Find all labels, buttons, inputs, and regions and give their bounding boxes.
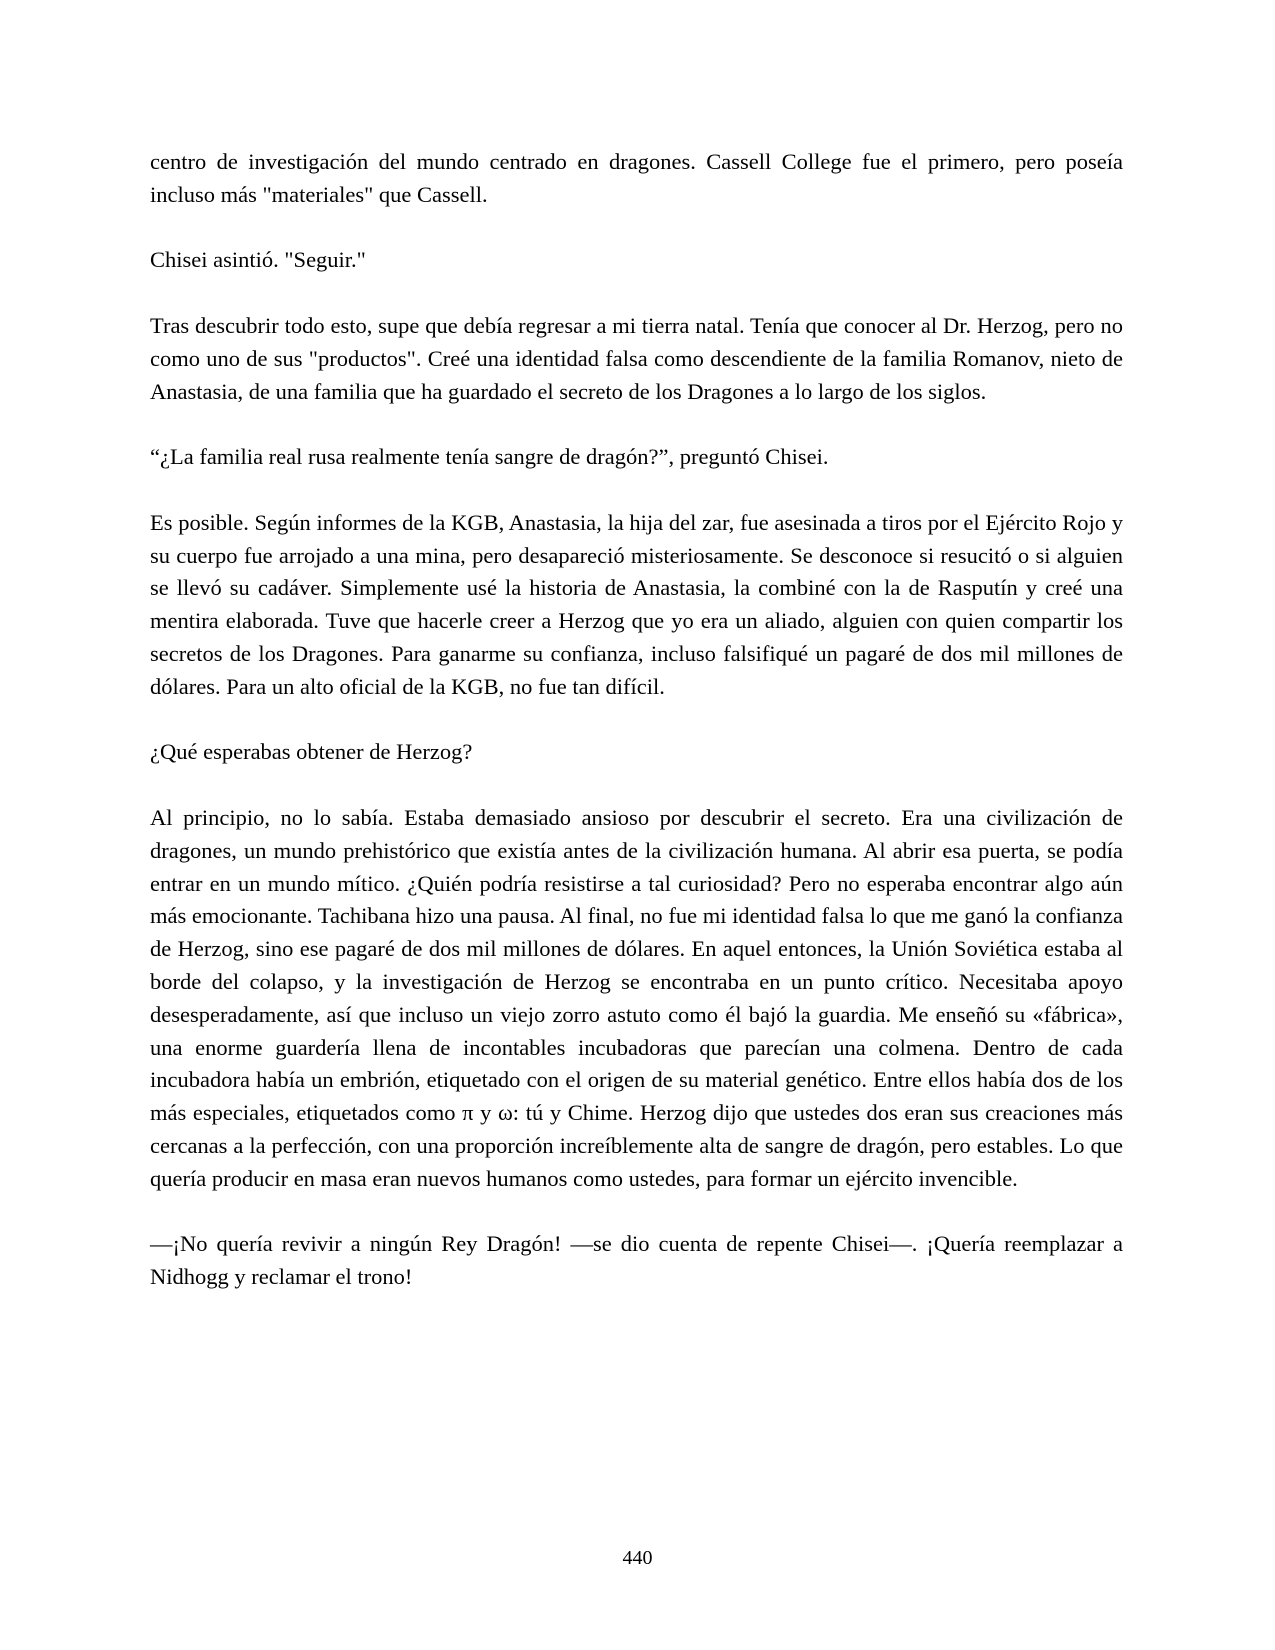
body-text (150, 146, 1123, 1327)
paragraph-continuation: centro de investigación del mundo centrado en dragones. Cassell College fue el primero, pero poseía incluso más "materiales" que Cassell. (150, 149, 1123, 207)
page-number: 440 (622, 1547, 653, 1569)
paragraph-false-identity: Tras descubrir todo esto, supe que debía regresar a mi tierra natal. Tenía que conocer al Dr. Herzog, pero no como uno de sus "productos". Creé una identidad falsa como descendiente de la familia Romanov, nieto de Anastasia, de una familia que ha guardado el secreto de los Dragones a lo largo de los siglos. (150, 312, 1123, 404)
paragraph-royal-blood-question: “¿La familia real rusa realmente tenía sangre de dragón?”, preguntó Chisei. (150, 444, 829, 470)
paragraph-chisei-nod: Chisei asintió. "Seguir." (150, 247, 366, 273)
paragraph-herzog-question: ¿Qué esperabas obtener de Herzog? (150, 739, 473, 765)
paragraph-factory-revelation: Al principio, no lo sabía. Estaba demasiado ansioso por descubrir el secreto. Era una civilización de dragones, un mundo prehistórico que existía antes de la civilización humana. Al abrir esa puerta, se podía entrar en un mundo mítico. ¿Quién podría resistirse a tal curiosidad? Pero no esperaba encontrar algo aún más emocionante. Tachibana hizo una pausa. Al final, no fue mi identidad falsa lo que me ganó la confianza de Herzog, sino ese pagaré de dos mil millones de dólares. En aquel entonces, la Unión Soviética estaba al borde del colapso, y la investigación de Herzog se encontraba en un punto crítico. Necesitaba apoyo desesperadamente, así que incluso un viejo zorro astuto como él bajó la guardia. Me enseñó su «fábrica», una enorme guardería llena de incontables incubadoras que parecían una colmena. Dentro de cada incubadora había un embrión, etiquetado con el origen de su material genético. Entre ellos había dos de los más especiales, etiquetados como π y ω: tú y Chime. Herzog dijo que ustedes dos eran sus creaciones más cercanas a la perfección, con una proporción increíblemente alta de sangre de dragón, pero estables. Lo que quería producir en masa eran nuevos humanos como ustedes, para formar un ejército invencible. (150, 804, 1123, 1191)
paragraph-anastasia-story: Es posible. Según informes de la KGB, Anastasia, la hija del zar, fue asesinada a tiros por el Ejército Rojo y su cuerpo fue arrojado a una mina, pero desapareció misteriosamente. Se desconoce si resucitó o si alguien se llevó su cadáver. Simplemente usé la historia de Anastasia, la combiné con la de Rasputín y creé una mentira elaborada. Tuve que hacerle creer a Herzog que yo era un aliado, alguien con quien compartir los secretos de los Dragones. Para ganarme su confianza, incluso falsifiqué un pagaré de dos mil millones de dólares. Para un alto oficial de la KGB, no fue tan difícil. (150, 509, 1123, 699)
paragraph-chisei-realization: —¡No quería revivir a ningún Rey Dragón! —se dio cuenta de repente Chisei—. ¡Quería reemplazar a Nidhogg y reclamar el trono! (150, 1231, 1123, 1290)
